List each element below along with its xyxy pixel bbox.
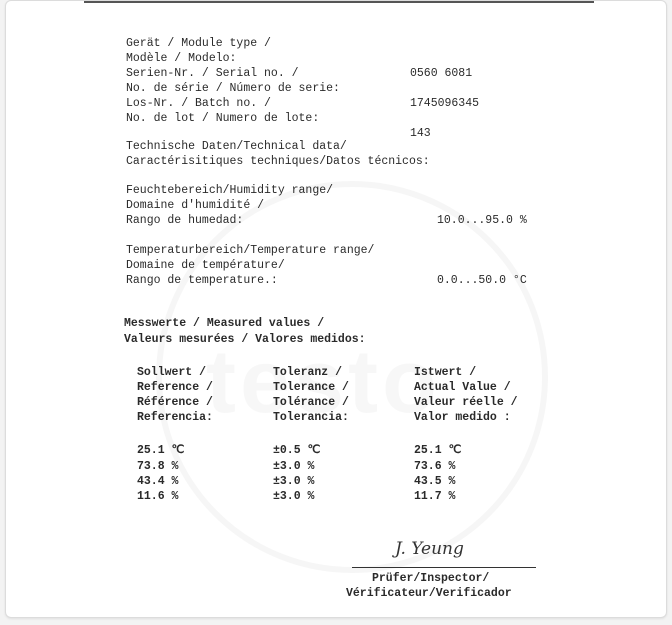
batch-label: Los-Nr. / Batch no. /: [126, 97, 271, 110]
top-border-line: [84, 1, 594, 3]
temperature-label-3: Rango de temperature.:: [126, 274, 278, 287]
reference-value-1: 25.1 ℃: [137, 444, 185, 457]
device-label: Gerät / Module type /: [126, 37, 271, 50]
tolerance-value-1: ±0.5 ℃: [273, 444, 321, 457]
tolerance-header-4: Tolerancia:: [273, 411, 349, 424]
actual-header-4: Valor medido :: [414, 411, 511, 424]
serial-label: Serien-Nr. / Serial no. /: [126, 67, 299, 80]
reference-value-3: 43.4 %: [137, 475, 179, 488]
reference-header-1: Sollwert /: [137, 366, 207, 379]
handwritten-signature: J. Yeung: [395, 539, 464, 559]
tolerance-value-2: ±3.0 %: [273, 460, 315, 473]
actual-value-3: 43.5 %: [414, 475, 456, 488]
technical-title-2: Caractérisitiques techniques/Datos técnicos:: [126, 155, 430, 168]
humidity-label-2: Domaine d'humidité /: [126, 199, 265, 212]
temperature-label-1: Temperaturbereich/Temperature range/: [126, 244, 375, 257]
technical-title-1: Technische Daten/Technical data/: [126, 140, 347, 153]
certificate-sheet: [5, 0, 667, 618]
tolerance-value-3: ±3.0 %: [273, 475, 315, 488]
humidity-range-value: 10.0...95.0 %: [437, 214, 527, 227]
tolerance-header-3: Tolérance /: [273, 396, 349, 409]
actual-value-4: 11.7 %: [414, 490, 456, 503]
reference-header-3: Référence /: [137, 396, 213, 409]
serial-label-2: No. de série / Número de serie:: [126, 82, 340, 95]
temperature-range-value: 0.0...50.0 °C: [437, 274, 527, 287]
reference-header-4: Referencia:: [137, 411, 213, 424]
humidity-label-1: Feuchtebereich/Humidity range/: [126, 184, 334, 197]
model-label: Modèle / Modelo:: [126, 52, 237, 65]
temperature-label-2: Domaine de température/: [126, 259, 285, 272]
batch-label-2: No. de lot / Numero de lote:: [126, 112, 320, 125]
serial-value: 0560 6081: [410, 67, 473, 80]
measured-title-1: Messwerte / Measured values /: [124, 317, 325, 330]
tolerance-header-1: Toleranz /: [273, 366, 343, 379]
signature-line: [352, 567, 536, 568]
batch-value: 1745096345: [410, 97, 480, 110]
inspector-label: Prüfer/Inspector/: [372, 572, 490, 585]
tolerance-header-2: Tolerance /: [273, 381, 349, 394]
reference-value-2: 73.8 %: [137, 460, 179, 473]
actual-header-1: Istwert /: [414, 366, 477, 379]
reference-value-4: 11.6 %: [137, 490, 179, 503]
measured-title-2: Valeurs mesurées / Valores medidos:: [124, 333, 366, 346]
batch-extra-value: 143: [410, 127, 431, 140]
reference-header-2: Reference /: [137, 381, 213, 394]
actual-header-3: Valeur réelle /: [414, 396, 518, 409]
actual-value-2: 73.6 %: [414, 460, 456, 473]
actual-header-2: Actual Value /: [414, 381, 511, 394]
actual-value-1: 25.1 ℃: [414, 444, 462, 457]
verificateur-label: Vérificateur/Verificador: [346, 587, 512, 600]
humidity-label-3: Rango de humedad:: [126, 214, 244, 227]
tolerance-value-4: ±3.0 %: [273, 490, 315, 503]
